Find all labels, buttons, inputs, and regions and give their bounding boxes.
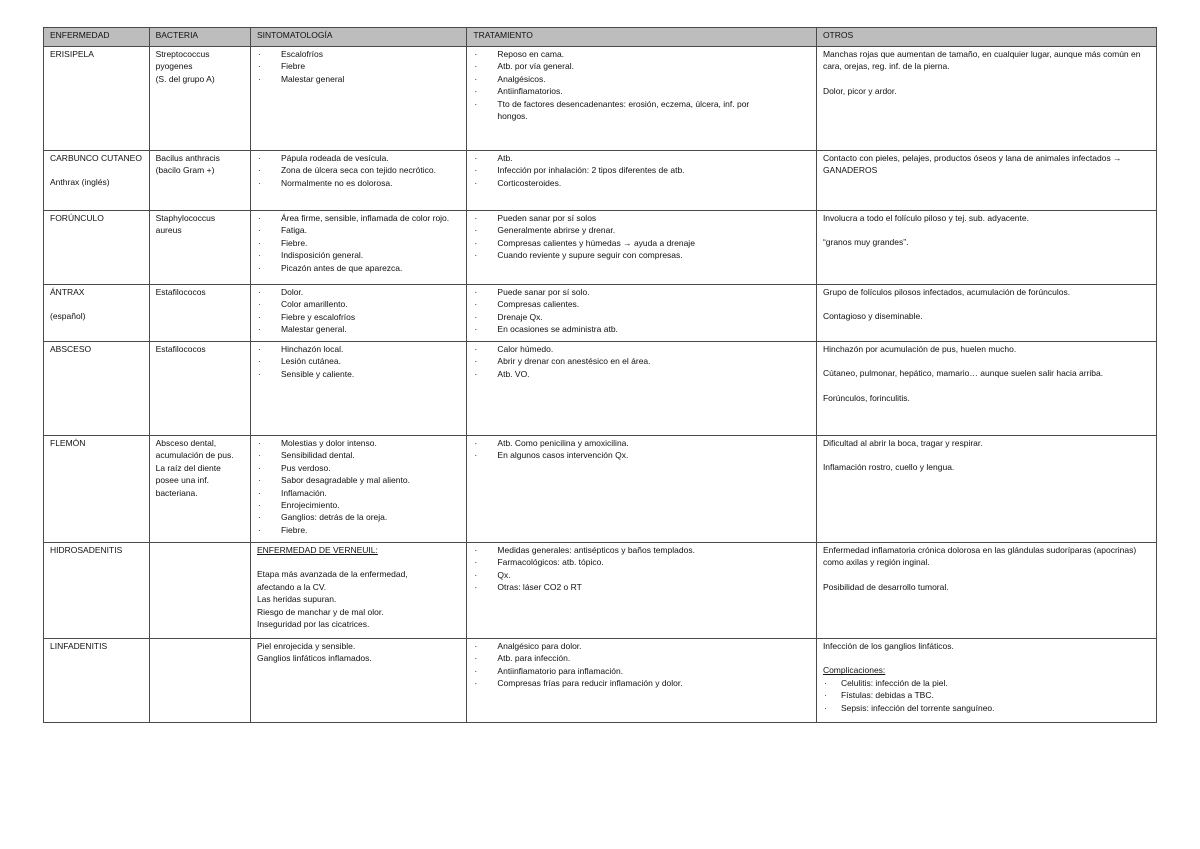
others-cell: [816, 151, 1156, 211]
list-item: · Color amarillento.: [257, 298, 460, 310]
list-item: · Fístulas: debidas a TBC.: [823, 689, 1150, 701]
list-item: · Fiebre.: [257, 524, 460, 536]
list-item: · Sabor desagradable y mal aliento.: [257, 474, 460, 486]
symptoms-list: [257, 343, 460, 380]
symptoms-cell: [250, 436, 466, 543]
others-text: Grupo de folículos pilosos infectados, acumulación de forúnculos.: [822, 287, 1071, 297]
treatment-cell: [467, 342, 817, 436]
header-bacteria: BACTERIA: [149, 28, 250, 47]
symptoms-cell: [250, 151, 466, 211]
list-item: · Fiebre.: [257, 237, 460, 249]
bacteria-line: Absceso dental,: [155, 438, 217, 448]
list-item: · Antiinflamatorio para inflamación.: [473, 665, 810, 677]
bacteria-line: aureus: [155, 225, 182, 236]
symptoms-text: Etapa más avanzada de la enfermedad, afectando a la CV.: [256, 569, 408, 592]
bacteria-line: posee una inf.: [155, 475, 209, 486]
spacer: [823, 73, 1150, 85]
complications-list: [823, 677, 1150, 714]
list-item: · Pus verdoso.: [257, 462, 460, 474]
symptoms-cell: [250, 211, 466, 285]
others-cell: [816, 639, 1156, 723]
bacteria-line: (bacilo Gram +): [155, 165, 215, 176]
list-item: · Atb. para infección.: [473, 652, 810, 664]
treatment-list: [473, 48, 810, 122]
symptoms-cell: [250, 639, 466, 723]
bacteria-cell: [149, 342, 250, 436]
list-item: · Drenaje Qx.: [473, 311, 810, 323]
bacteria-cell: [149, 47, 250, 151]
list-item: · Compresas frías para reducir inflamación y dolor.: [473, 677, 810, 689]
list-item: · Área firme, sensible, inflamada de color rojo.: [257, 212, 460, 224]
others-text: Infección de los ganglios linfáticos.: [822, 641, 954, 651]
treatment-list: [473, 212, 810, 262]
treatment-list: [473, 343, 810, 380]
list-item: · En algunos casos intervención Qx.: [473, 449, 810, 461]
list-item: · Enrojecimiento.: [257, 499, 460, 511]
treatment-cell: [467, 47, 817, 151]
list-item: · Medidas generales: antisépticos y baños templados.: [473, 544, 810, 556]
list-item: · Abrir y drenar con anestésico en el área.: [473, 355, 810, 367]
treatment-list: [473, 640, 810, 690]
spacer: [823, 569, 1150, 581]
symptoms-text: Riesgo de manchar y de mal olor.: [256, 606, 384, 617]
list-item: · Puede sanar por sí solo.: [473, 286, 810, 298]
list-item: · Escalofríos: [257, 48, 460, 60]
others-cell: [816, 543, 1156, 639]
symptoms-cell: [250, 342, 466, 436]
bacteria-line: Bacilus anthracis: [155, 153, 220, 163]
bacteria-cell: [149, 285, 250, 342]
symptoms-cell: [250, 285, 466, 342]
list-item: · Atb. VO.: [473, 368, 810, 380]
treatment-cell: [467, 151, 817, 211]
header-enfermedad: ENFERMEDAD: [44, 28, 150, 47]
others-text: “granos muy grandes”.: [822, 237, 909, 248]
disease-cell: [44, 285, 150, 342]
bacteria-cell: [149, 639, 250, 723]
symptoms-list: [257, 437, 460, 536]
symptoms-cell: [250, 543, 466, 639]
list-item: · Indisposición general.: [257, 249, 460, 261]
bacteria-line: Estafilococos: [155, 287, 206, 297]
disease-cell: [44, 543, 150, 639]
table-row: [44, 543, 1157, 639]
symptoms-text: Las heridas supuran.: [256, 594, 337, 605]
symptoms-list: [257, 48, 460, 85]
symptoms-list: [257, 286, 460, 336]
table-row: [44, 151, 1157, 211]
list-item: · Ganglios: detrás de la oreja.: [257, 511, 460, 523]
bacteria-line: Streptococcus: [155, 49, 210, 59]
list-item: · Dolor.: [257, 286, 460, 298]
complications-heading: Complicaciones:: [822, 665, 886, 676]
list-item: · Zona de úlcera seca con tejido necrótico.: [257, 164, 460, 176]
disease-cell: [44, 639, 150, 723]
list-item: · Molestias y dolor intenso.: [257, 437, 460, 449]
spacer: [823, 652, 1150, 664]
disease-alt-name: Anthrax (inglés): [50, 177, 110, 188]
table-row: [44, 436, 1157, 543]
others-text: Involucra a todo el folículo piloso y tej. sub. adyacente.: [822, 213, 1029, 223]
list-item: · Generalmente abrirse y drenar.: [473, 224, 810, 236]
disease-name: ÁNTRAX: [50, 287, 85, 297]
others-cell: [816, 47, 1156, 151]
list-item: · Calor húmedo.: [473, 343, 810, 355]
disease-alt-name: (español): [50, 311, 86, 322]
treatment-list: [473, 437, 810, 462]
others-text: Enfermedad inflamatoria crónica dolorosa en las glándulas sudoríparas (apocrinas) como axilas y región inginal.: [822, 545, 1137, 568]
others-cell: [816, 436, 1156, 543]
spacer: [823, 380, 1150, 392]
disease-cell: [44, 211, 150, 285]
others-text: Posibilidad de desarrollo tumoral.: [822, 581, 949, 592]
treatment-cell: [467, 543, 817, 639]
list-item: · Fatiga.: [257, 224, 460, 236]
list-item: · Normalmente no es dolorosa.: [257, 177, 460, 189]
table-row: [44, 639, 1157, 723]
bacteria-cell: [149, 543, 250, 639]
disease-name: LINFADENITIS: [50, 641, 108, 651]
disease-cell: [44, 151, 150, 211]
spacer: [823, 449, 1150, 461]
bacteria-line: Staphylococcus: [155, 213, 216, 223]
table-row: [44, 342, 1157, 436]
spacer: [823, 298, 1150, 310]
disease-name: CARBUNCO CUTANEO: [50, 153, 142, 163]
others-text: Dificultad al abrir la boca, tragar y respirar.: [822, 438, 983, 448]
spacer: [50, 164, 143, 176]
disease-cell: [44, 436, 150, 543]
symptoms-text: Piel enrojecida y sensible.: [256, 641, 356, 651]
symptoms-list: [257, 152, 460, 189]
list-item: · Sensible y caliente.: [257, 368, 460, 380]
list-item: · Lesión cutánea.: [257, 355, 460, 367]
symptoms-heading: ENFERMEDAD DE VERNEUIL:: [256, 545, 378, 555]
others-cell: [816, 342, 1156, 436]
others-text: Contagioso y diseminable.: [822, 311, 923, 322]
others-text: Hinchazón por acumulación de pus, huelen mucho.: [822, 344, 1017, 354]
bacteria-cell: [149, 151, 250, 211]
others-text: Cútaneo, pulmonar, hepático, mamario… aunque suelen salir hacia arriba.: [822, 368, 1104, 379]
header-sintomatologia: SINTOMATOLOGÍA: [250, 28, 466, 47]
diseases-table: [43, 27, 1157, 723]
disease-name: ABSCESO: [50, 344, 92, 354]
list-item: · Atb. Como penicilina y amoxicilina.: [473, 437, 810, 449]
others-text: Inflamación rostro, cuello y lengua.: [822, 462, 955, 473]
bacteria-line: Estafilococos: [155, 344, 206, 354]
treatment-cell: [467, 436, 817, 543]
list-item: · Pueden sanar por sí solos: [473, 212, 810, 224]
symptoms-text: Inseguridad por las cicatrices.: [256, 619, 370, 630]
disease-name: FORÚNCULO: [50, 213, 104, 223]
list-item: · Qx.: [473, 569, 810, 581]
header-row: [44, 28, 1157, 47]
list-item: · Compresas calientes.: [473, 298, 810, 310]
bacteria-cell: [149, 436, 250, 543]
list-item: · Fiebre: [257, 60, 460, 72]
list-item: · Farmacológicos: atb. tópico.: [473, 556, 810, 568]
treatment-cell: [467, 285, 817, 342]
disease-name: ERISIPELA: [50, 49, 94, 59]
treatment-list: [473, 152, 810, 189]
others-cell: [816, 285, 1156, 342]
others-text: Dolor, picor y ardor.: [822, 85, 897, 96]
bacteria-line: (S. del grupo A): [155, 73, 215, 84]
header-otros: OTROS: [816, 28, 1156, 47]
symptoms-list: [257, 212, 460, 274]
list-item: · Corticosteroides.: [473, 177, 810, 189]
list-item: · Analgésicos.: [473, 73, 810, 85]
header-tratamiento: TRATAMIENTO: [467, 28, 817, 47]
list-item: · Inflamación.: [257, 487, 460, 499]
list-item: · Picazón antes de que aparezca.: [257, 262, 460, 274]
list-item: · Analgésico para dolor.: [473, 640, 810, 652]
list-item: · Tto de factores desencadenantes: erosión, eczema, úlcera, inf. por hongos.: [473, 98, 810, 123]
list-item: · Sepsis: infección del torrente sanguíneo.: [823, 702, 1150, 714]
spacer: [50, 298, 143, 310]
others-cell: [816, 211, 1156, 285]
bacteria-line: La raíz del diente: [155, 462, 221, 473]
list-item: · Reposo en cama.: [473, 48, 810, 60]
list-item: · Malestar general: [257, 73, 460, 85]
table-row: [44, 47, 1157, 151]
list-item: · Sensibilidad dental.: [257, 449, 460, 461]
spacer: [257, 556, 460, 568]
list-item: · Cuando reviente y supure seguir con compresas.: [473, 249, 810, 261]
bacteria-line: pyogenes: [155, 61, 193, 72]
others-text: Contacto con pieles, pelajes, productos óseos y lana de animales infectados → GANADEROS: [822, 153, 1122, 176]
disease-cell: [44, 342, 150, 436]
bacteria-line: bacteriana.: [155, 487, 198, 498]
others-text: Forúnculos, forinculitis.: [822, 392, 910, 403]
disease-name: HIDROSADENITIS: [50, 545, 123, 555]
spacer: [823, 224, 1150, 236]
treatment-list: [473, 544, 810, 594]
list-item: · Hinchazón local.: [257, 343, 460, 355]
list-item: · Atb. por vía general.: [473, 60, 810, 72]
list-item: · Infección por inhalación: 2 tipos diferentes de atb.: [473, 164, 810, 176]
treatment-cell: [467, 211, 817, 285]
list-item: · En ocasiones se administra atb.: [473, 323, 810, 335]
table-row: [44, 211, 1157, 285]
treatment-list: [473, 286, 810, 336]
spacer: [823, 355, 1150, 367]
others-text: Manchas rojas que aumentan de tamaño, en cualquier lugar, aunque más común en cara, orejas, reg. inf. de la pierna.: [822, 49, 1141, 72]
list-item: · Antiinflamatorios.: [473, 85, 810, 97]
list-item: · Fiebre y escalofríos: [257, 311, 460, 323]
treatment-cell: [467, 639, 817, 723]
bacteria-line: acumulación de pus.: [155, 450, 234, 461]
disease-name: FLEMÓN: [50, 438, 86, 448]
table-row: [44, 285, 1157, 342]
list-item: · Celulitis: infección de la piel.: [823, 677, 1150, 689]
bacteria-cell: [149, 211, 250, 285]
symptoms-cell: [250, 47, 466, 151]
list-item: · Pápula rodeada de vesícula.: [257, 152, 460, 164]
symptoms-text: Ganglios linfáticos inflamados.: [256, 653, 372, 664]
disease-cell: [44, 47, 150, 151]
list-item: · Compresas calientes y húmedas → ayuda a drenaje: [473, 237, 810, 249]
list-item: · Atb.: [473, 152, 810, 164]
list-item: · Malestar general.: [257, 323, 460, 335]
list-item: · Otras: láser CO2 o RT: [473, 581, 810, 593]
